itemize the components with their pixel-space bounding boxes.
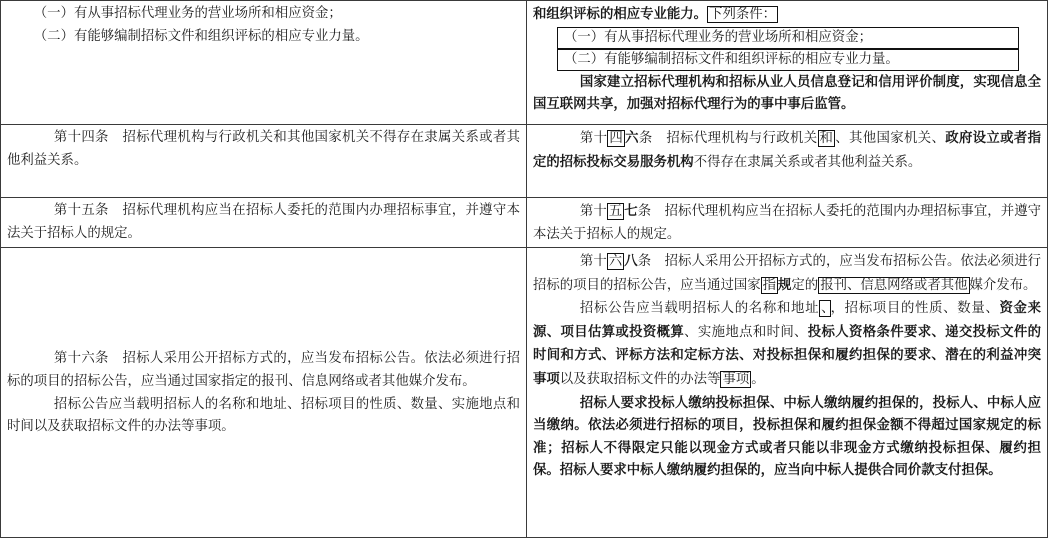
- text-run: 定的: [791, 277, 819, 293]
- text-run: 不得存在隶属关系或者其他利益关系。: [693, 154, 922, 170]
- text-run: 媒介发布。: [969, 277, 1037, 293]
- text-run: 招标项目的性质、数量、: [844, 301, 1000, 317]
- text-run: 以及获取招标文件的办法等: [559, 371, 721, 387]
- text-run: 条 招标代理机构与行政机关: [638, 131, 818, 146]
- text-run: 招标公告应当载明招标人的名称和地址: [579, 301, 820, 317]
- old-text-cell: [1, 1, 527, 125]
- new-paragraph-2: 国家建立招标代理机构和招标从业人员信息登记和信用评价制度，实现信息全国互联网共享，加强对招标代理行为的事中事后监管。: [533, 73, 1041, 113]
- deleted-text-box: 四: [609, 131, 624, 146]
- new-article-17: [533, 200, 1041, 246]
- added-text: 七: [624, 203, 638, 219]
- text-run: ，: [830, 301, 845, 317]
- new-article-18-paragraph-3: 招标人要求投标人缴纳投标担保、中标人缴纳履约担保的，投标人、中标人应当缴纳。依法必须进行招标的项目，投标担保和履约担保金额不得超过国家规定的标准；招标人不得限定只能以现金方式或者只能以非现金方式缴纳投标担保、履约担保。招标人要求中标人缴纳履约担保的，应当向中标人提供合同价款支付担保。: [533, 394, 1041, 479]
- new-text-cell: [527, 198, 1048, 248]
- text-run: 条 招标代理机构应当在招标人委托的范围内办理招标事宜，并遵守本法关于招标人的规定。: [533, 204, 1042, 242]
- old-article-14: 第十四条 招标代理机构与行政机关和其他国家机关不得存在隶属关系或者其他利益关系。: [7, 130, 520, 168]
- new-article-18-paragraph-1: [533, 250, 1041, 297]
- old-text-cell: [1, 248, 527, 538]
- table-row: [1, 248, 1048, 538]
- deleted-text-box: 指: [762, 277, 777, 293]
- new-article-16: [533, 127, 1041, 174]
- table-row: [1, 198, 1048, 248]
- old-text-cell: [1, 198, 527, 248]
- deleted-condition-2: （二）有能够编制招标文件和组织评标的相应专业力量。: [557, 49, 1019, 71]
- old-text-cell: [1, 125, 527, 198]
- text-run: 。: [751, 371, 765, 387]
- added-text: 投标人资格条件要求、递交投标文件的时间和方式、评标方法和定标方法、对投标担保和履约担保的要求、潜在的利益冲突事项: [533, 323, 1042, 387]
- new-text-cell: [527, 1, 1048, 125]
- old-article-16-paragraph-1: 第十六条 招标人采用公开招标方式的，应当发布招标公告。依法必须进行招标的项目的招标公告，应当通过国家指定的报刊、信息网络或者其他媒介发布。: [7, 351, 520, 389]
- text-run: 、其他国家机关、: [835, 131, 946, 146]
- added-text: 政府设立或者指定的招标投标交易服务机构: [533, 130, 1042, 170]
- deleted-text-box: 六: [608, 254, 623, 269]
- deleted-text-box: 下列条件：: [709, 7, 777, 22]
- deleted-text-box: 五: [608, 204, 623, 219]
- new-article-18-paragraph-2: [533, 297, 1041, 391]
- old-article-15: 第十五条 招标代理机构应当在招标人委托的范围内办理招标事宜，并遵守本法关于招标人的规定。: [7, 203, 520, 241]
- deleted-text-box: 报刊、信息网络或者其他: [820, 277, 968, 293]
- text-run: 、实施地点和时间、: [684, 324, 808, 340]
- old-condition-2: （二）有能够编制招标文件和组织评标的相应专业力量。: [33, 28, 369, 44]
- deleted-text-box: 和: [819, 131, 834, 146]
- added-text: 资金来源、项目估算或投资概算: [533, 300, 1042, 340]
- deleted-condition-1: （一）有从事招标代理业务的营业场所和相应资金；: [557, 27, 1019, 49]
- text-run: 第十: [579, 204, 607, 219]
- text-run: 第十: [579, 131, 608, 146]
- new-text-cell: [527, 125, 1048, 198]
- old-condition-1: （一）有从事招标代理业务的营业场所和相应资金；: [33, 6, 342, 21]
- added-text: 八: [624, 253, 638, 269]
- new-text-cell: [527, 248, 1048, 538]
- text-run: 第十: [579, 254, 607, 269]
- deleted-text-box: 、: [821, 301, 829, 317]
- added-text: 和组织评标的相应专业能力。: [533, 6, 708, 22]
- old-article-16-paragraph-2: 招标公告应当载明招标人的名称和地址、招标项目的性质、数量、实施地点和时间以及获取招标文件的办法等事项。: [7, 396, 520, 435]
- added-text: 规: [778, 276, 792, 293]
- table-row: [1, 1, 1048, 125]
- added-text: 六: [625, 130, 639, 146]
- new-paragraph-1: [533, 3, 1041, 27]
- table-row: [1, 125, 1048, 198]
- text-run: 条 招标人采用公开招标方式的，应当发布招标公告。依法必须进行招标的项目的招标公告，应当通过国家: [533, 254, 1042, 293]
- deleted-text-box: 事项: [722, 371, 750, 387]
